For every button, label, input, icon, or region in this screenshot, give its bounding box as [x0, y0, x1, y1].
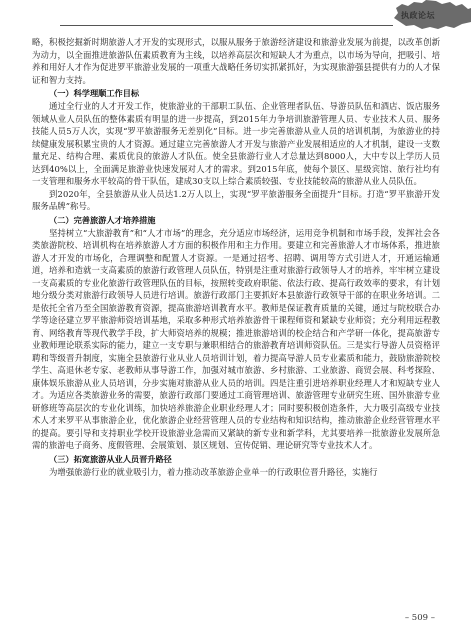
intro-paragraph: 略，积极挖掘新时期旅游人才开发的实现形式，以服从服务于旅游经济建设和旅游业发展为前提，以改革创新为动力，以全面推进旅游队伍素质教育为主线，以培养高层次和短缺人才为重点，以市场为导向，把吸引、培养和用好人才作为促进罗平旅游业发展的一项重大战略任务切实抓紧抓好，为实现旅游强县提供有力的人才保证和智力支持。	[32, 37, 440, 85]
body-paragraph: 通过全行业的人才开发工作，使旅游业的干部职工队伍、企业管理者队伍、导游员队伍和酒店、饭店服务领域从业人员队伍的整体素质有明显的进一步提高，到2015年力争培训旅游管理人员、专业技术人员、服务技能人员5万人次，实现“罗平旅游服务无差别化”目标。进一步完善旅游从业人员的培训机制，为旅游业的持续健康发展积累宝贵的人才资源。通过建立完善旅游人才开发与旅游产业发展相适应的人才机制，建设一支数量充足、结构合理、素质优良的旅游人才队伍。使全县旅游行业人才总量达到8000人，大中专以上学历人员达到40%以上，全面满足旅游业快速发展对人才的需求。到2015年底，使每个景区、星级宾馆、旅行社均有一支管理和服务水平较高的骨干队伍，建成30支以上综合素质较强、专业技能较高的旅游从业人员队伍。	[32, 101, 440, 186]
header-rule	[60, 25, 393, 26]
section-heading: （三）拓宽旅游从业人员晋升路径	[49, 453, 172, 464]
page-header	[0, 0, 471, 32]
section-label: 执政论坛	[401, 11, 435, 20]
body-paragraph: 到2020年，全县旅游从业人员达1.2万人以上，实现“罗平旅游服务全面提升”目标。打造“罗平旅游开发服务品牌”称号。	[32, 188, 440, 211]
body-paragraph: 为增强旅游行业的就业吸引力，着力推动改革旅游企业单一的行政职位晋升路径，实施行	[49, 466, 378, 477]
section-heading: （一）科学理顺工作目标	[49, 88, 140, 98]
section-heading: （二）完善旅游人才培养措施	[49, 214, 156, 225]
page-number: – 509 –	[404, 613, 435, 623]
article-body	[32, 36, 440, 478]
body-paragraph: 坚持树立“大旅游教育”和“人才市场”的理念，充分适应市场经济，运用竞争机制和市场手段，发挥社会各类旅游院校、培训机构在培养旅游人才方面的积极作用和主力作用。要建立和完善旅游人才市场体系，推进旅游人才开发的市场化，合理调整和配置人才资源。一是通过招考、招聘、调用等方式引进人才，开通运输通道，培养和造就一支高素质的旅游行政管理人员队伍，特别是注重对旅游行政领导人才的培养，牢牢树立建设一支高素质的专业化旅游行政管理队伍的目标，按照转变政府职能、依法行政、提高行政效率的要求，有计划地分级分类对旅游行政领导人员进行培训。旅游行政部门主要抓好本县旅游行政领导干部的在职业务培训。二是依托全省乃至全国旅游教育资源，提高旅游培训教育水平。教师是保证教育质量的关键，通过与院校联合办学等途径建立罗平旅游师资培训基地，采取多种形式培养旅游骨干课程师资和紧缺专业师资；充分利用远程教育、网络教育等现代教学手段，扩大师资培养的规模；推进旅游培训的校企结合和产学研一体化，提高旅游专业教师理论联系实际的能力，建立一支专职与兼职相结合的旅游教育培训师资队伍。三是实行导游人员资格评聘和等级晋升制度，实施全县旅游行业从业人员培训计划，着力提高导游人员专业素质和能力，鼓励旅游院校学生、高退休老专家、老教师从事导游工作，加强对城市旅游、乡村旅游、工业旅游、商贸会展、科考探险、康体娱乐旅游从业人员培训，分步实施对旅游从业人员的培训。四是注重引进培养职业经理人才和短缺专业人才。为适应各类旅游业务的需要，旅游行政部门要通过工商管理培训、旅游管理专业研究生班、国外旅游专业研修班等高层次的专业化训练，加快培养旅游企业职业经理人才；同时要积极创造条件，大力吸引高级专业技术人才来罗平从事旅游企业，优化旅游企业经营管理人员的专业结构和知识结构，推动旅游企业经营管理水平的提高。要引导和支持职业学校开设旅游业急需而又紧缺的新专业和新学科，尤其要培养一批旅游业发展所急需的旅游电子商务、度假管理、会展策划、景区规划、宣传促销、理论研究等专业技术人才。	[32, 227, 440, 450]
